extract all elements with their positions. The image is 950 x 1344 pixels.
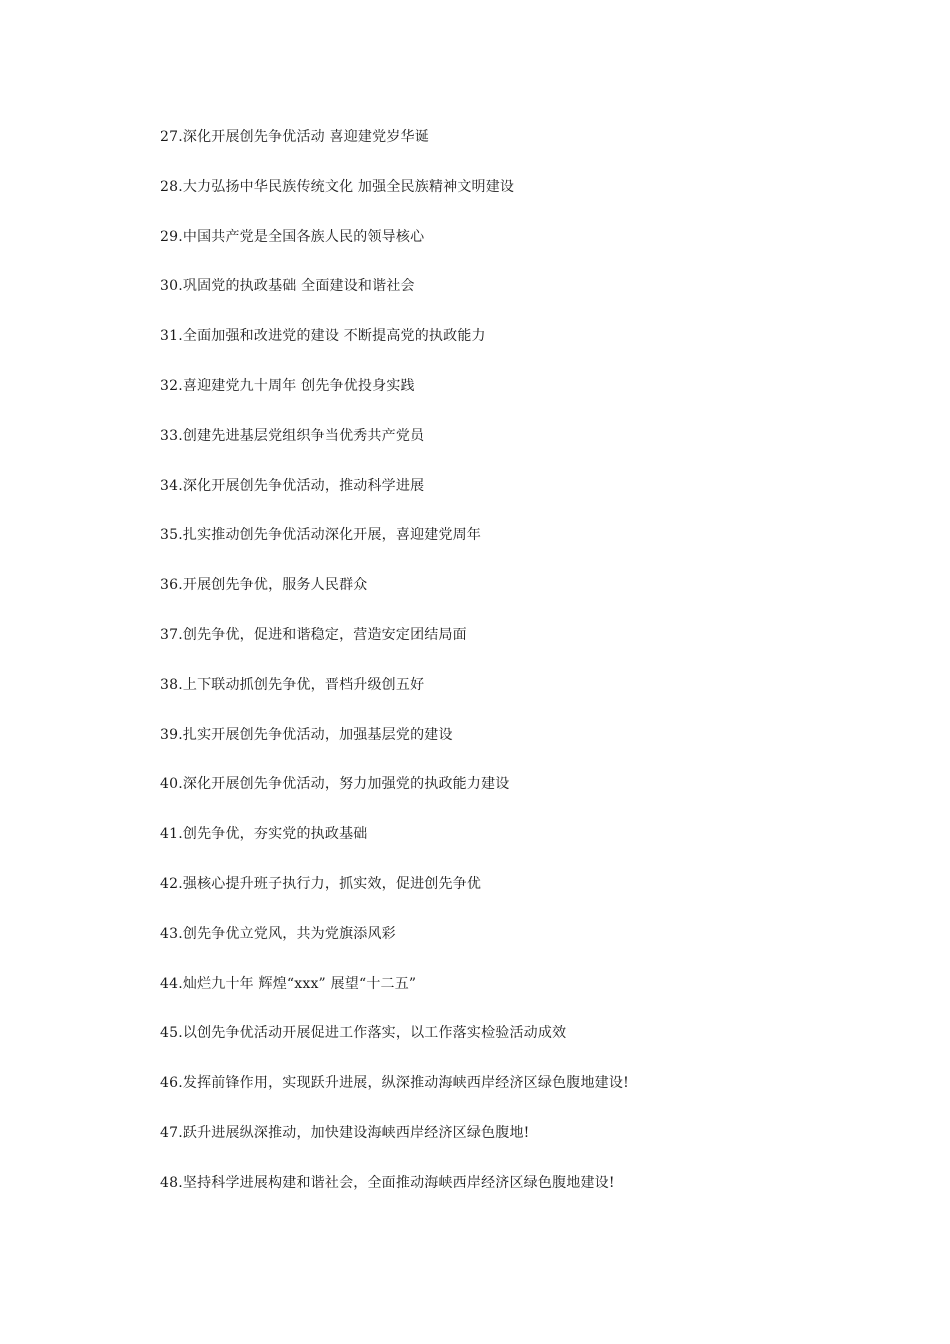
list-item: 34.深化开展创先争优活动，推动科学进展 [160, 477, 425, 494]
list-item: 43.创先争优立党风，共为党旗添风彩 [160, 925, 396, 942]
list-item: 38.上下联动抓创先争优，晋档升级创五好 [160, 676, 425, 693]
list-item: 32.喜迎建党九十周年 创先争优投身实践 [160, 377, 415, 394]
list-item: 33.创建先进基层党组织争当优秀共产党员 [160, 427, 425, 444]
list-item: 48.坚持科学进展构建和谐社会，全面推动海峡西岸经济区绿色腹地建设! [160, 1174, 615, 1191]
list-item: 46.发挥前锋作用，实现跃升进展，纵深推动海峡西岸经济区绿色腹地建设! [160, 1075, 629, 1092]
list-item: 36.开展创先争优，服务人民群众 [160, 577, 368, 594]
list-item: 30.巩固党的执政基础 全面建设和谐社会 [160, 278, 415, 295]
list-item: 39.扎实开展创先争优活动，加强基层党的建设 [160, 726, 453, 743]
list-item: 40.深化开展创先争优活动，努力加强党的执政能力建设 [160, 776, 510, 793]
list-item: 28.大力弘扬中华民族传统文化 加强全民族精神文明建设 [160, 178, 515, 195]
list-item: 42.强核心提升班子执行力，抓实效，促进创先争优 [160, 875, 482, 892]
list-item: 37.创先争优，促进和谐稳定，营造安定团结局面 [160, 626, 467, 643]
list-item: 41.创先争优，夯实党的执政基础 [160, 826, 368, 843]
slogan-list [160, 124, 900, 1220]
list-item: 45.以创先争优活动开展促进工作落实，以工作落实检验活动成效 [160, 1025, 567, 1042]
list-item: 31.全面加强和改进党的建设 不断提高党的执政能力 [160, 328, 486, 345]
list-item: 27.深化开展创先争优活动 喜迎建党岁华诞 [160, 129, 429, 145]
list-item: 44.灿烂九十年 辉煌“xxx” 展望“十二五” [160, 975, 417, 992]
list-item: 35.扎实推动创先争优活动深化开展，喜迎建党周年 [160, 527, 482, 544]
list-item: 47.跃升进展纵深推动，加快建设海峡西岸经济区绿色腹地! [160, 1124, 530, 1141]
list-item: 29.中国共产党是全国各族人民的领导核心 [160, 228, 425, 245]
